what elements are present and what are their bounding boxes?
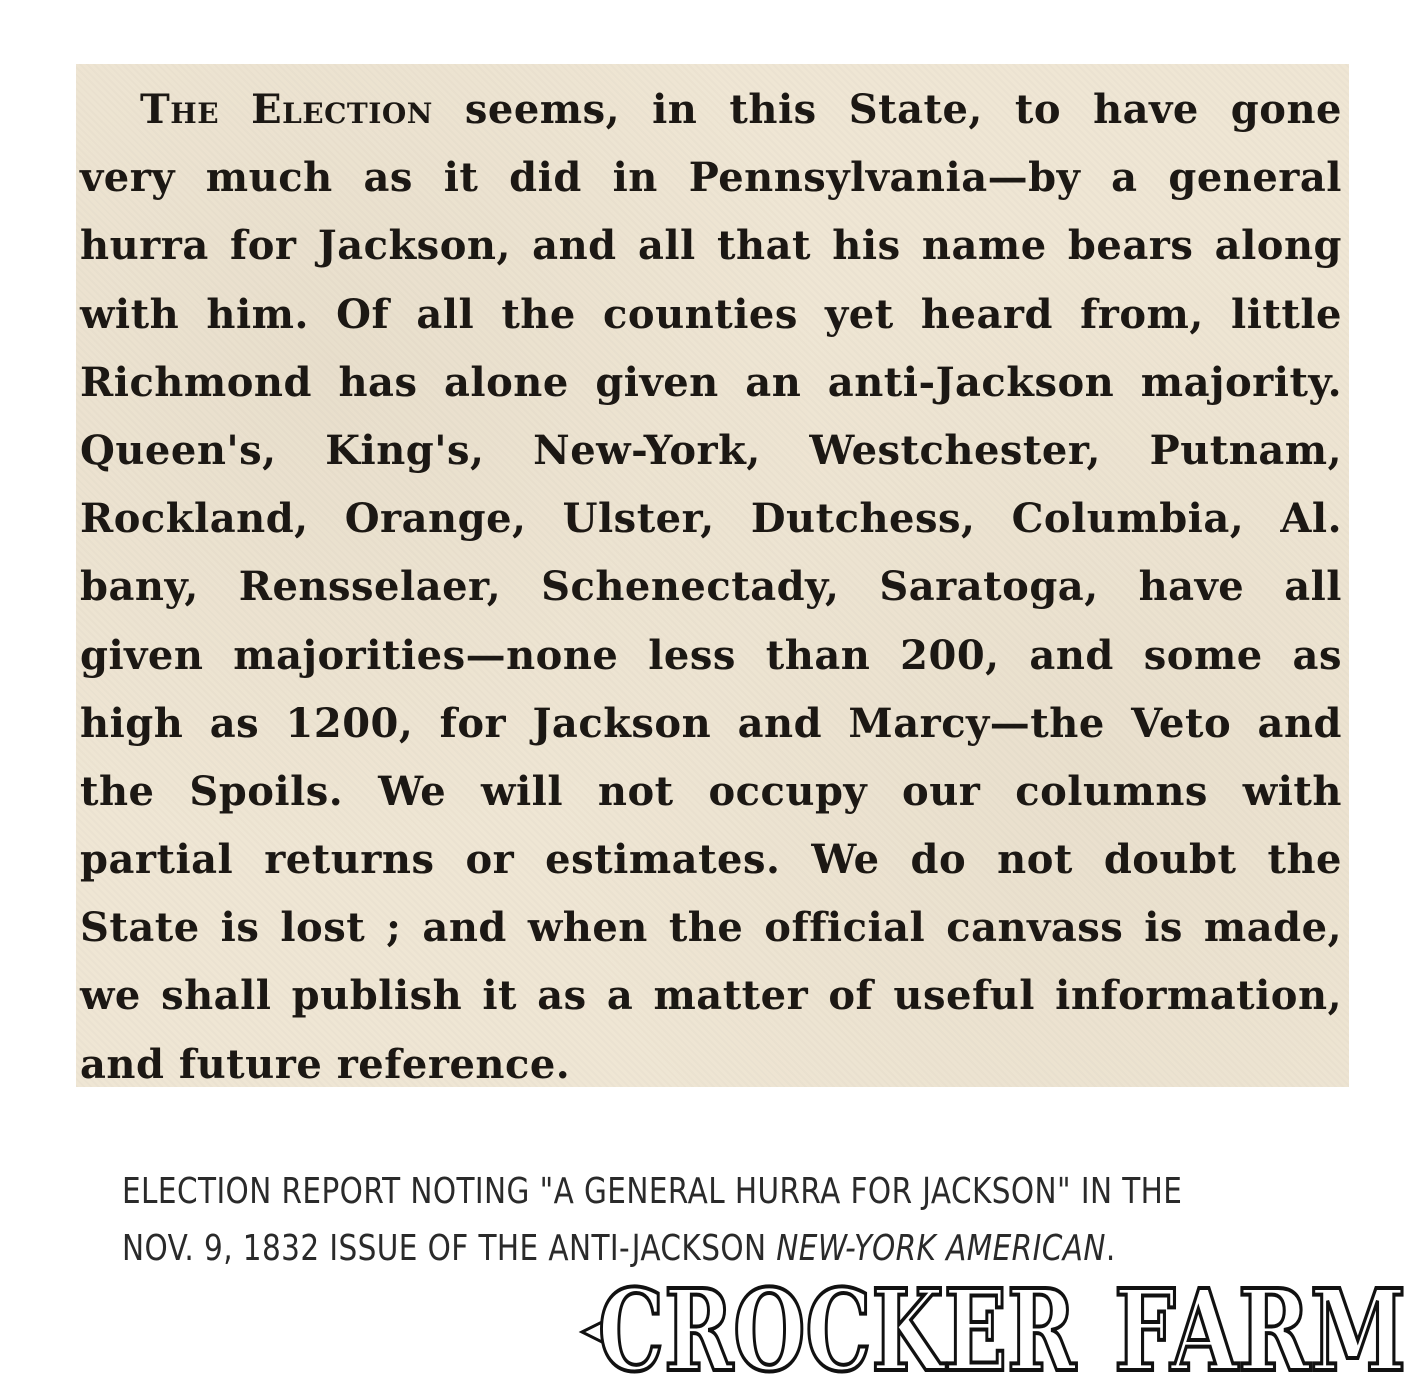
- article-line: Richmond has alone given an anti-Jackson majority.: [80, 358, 1342, 406]
- article-line: Rockland, Orange, Ulster, Dutchess, Columbia, Al.: [80, 495, 1342, 543]
- article-line: and future reference.: [80, 1040, 571, 1088]
- newspaper-clipping: [76, 64, 1349, 1087]
- logo-word-farm: FARM: [1114, 1266, 1406, 1390]
- article-line: bany, Rensselaer, Schenectady, Saratoga, have all: [80, 563, 1342, 611]
- article-line: we shall publish it as a matter of useful information,: [80, 972, 1342, 1020]
- article-line: partial returns or estimates. We do not doubt the: [80, 836, 1342, 884]
- article-line: State is lost ; and when the official canvass is made,: [80, 904, 1342, 952]
- article-line: Queen's, King's, New-York, Westchester, Putnam,: [80, 426, 1342, 474]
- article-line: with him. Of all the counties yet heard from, little: [80, 290, 1342, 338]
- image-caption: [122, 1163, 1183, 1277]
- article-line: very much as it did in Pennsylvania—by a general: [80, 154, 1342, 202]
- caption-line-1: ELECTION REPORT NOTING "A GENERAL HURRA FOR JACKSON" IN THE: [122, 1171, 1183, 1212]
- article-line: the Spoils. We will not occupy our columns with: [80, 767, 1342, 815]
- article-lead: The Election: [140, 86, 433, 133]
- article-line: high as 1200, for Jackson and Marcy—the Veto and: [80, 699, 1342, 747]
- logo-word-crocker: CROCKER: [598, 1266, 1077, 1390]
- article-line: hurra for Jackson, and all that his name bears along: [80, 222, 1342, 270]
- article-line: given majorities—none less than 200, and some as: [80, 631, 1342, 679]
- article-text: [80, 76, 1342, 1099]
- publication-title: NEW-YORK AMERICAN: [776, 1228, 1106, 1269]
- caption-line-2: NOV. 9, 1832 ISSUE OF THE ANTI-JACKSON NEW-YORK AMERICAN.: [122, 1228, 1116, 1269]
- crocker-farm-logo: [576, 1262, 1412, 1390]
- article-line: The Election seems, in this State, to have gone: [140, 86, 1342, 133]
